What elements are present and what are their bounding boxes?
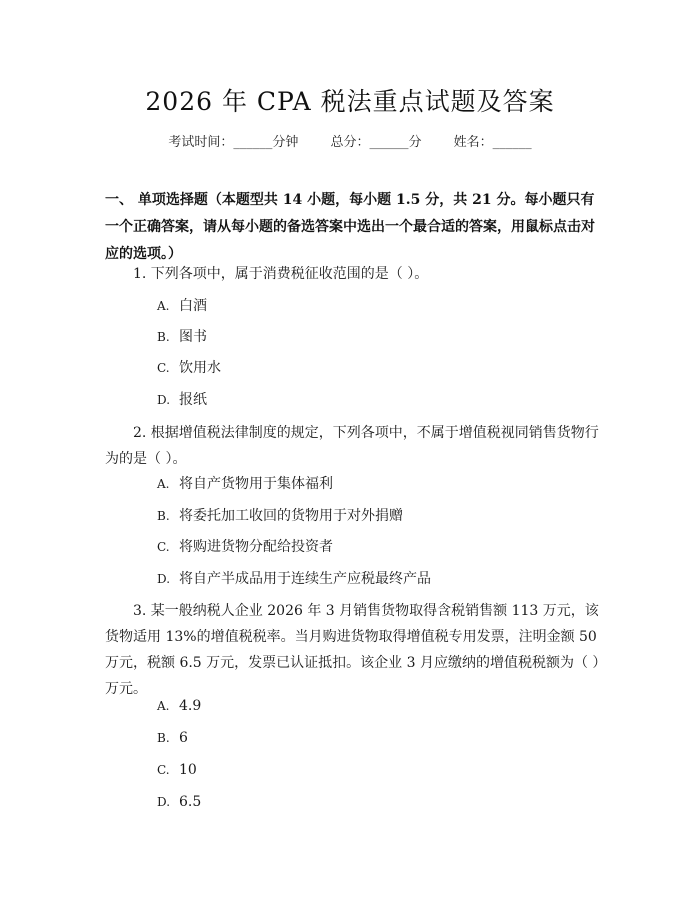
- question-2-option-c[interactable]: [157, 537, 333, 557]
- question-3-stem: 3. 某一般纳税人企业 2026 年 3 月销售货物取得含税销售额 113 万元，该货物适用 13%的增值税税率。当月购进货物取得增值税专用发票，注明金额 50 万元，税额 6.5 万元，发票已认证抵扣。该企业 3 月应缴纳的增值税税额为（ ）万元。: [105, 603, 600, 697]
- question-1-option-c[interactable]: [157, 358, 221, 378]
- exam-time-field: [168, 131, 298, 150]
- option-letter: C.: [157, 361, 170, 375]
- question-1-option-b[interactable]: [157, 327, 207, 347]
- question-3-option-c[interactable]: [157, 760, 197, 780]
- option-letter: A.: [157, 699, 170, 713]
- total-score-unit: 分: [408, 135, 422, 150]
- total-score-label: 总分：: [330, 135, 370, 150]
- page-title: 2026 年 CPA 税法重点试题及答案: [145, 87, 555, 116]
- option-letter: B.: [157, 330, 170, 344]
- question-1-stem: 1. 下列各项中，属于消费税征收范围的是（ ）。: [133, 266, 429, 282]
- option-text: 将购进货物分配给投资者: [179, 539, 333, 555]
- exam-time-blank[interactable]: ______: [233, 135, 273, 150]
- option-letter: A.: [157, 477, 170, 491]
- question-2-option-d[interactable]: [157, 569, 431, 589]
- question-1-option-d[interactable]: [157, 390, 207, 410]
- option-letter: B.: [157, 731, 170, 745]
- option-letter: D.: [157, 393, 171, 407]
- option-letter: A.: [157, 299, 170, 313]
- student-name-field: [454, 131, 532, 150]
- question-1-option-a[interactable]: [157, 296, 207, 316]
- question-3-option-d[interactable]: [157, 792, 201, 812]
- option-text: 报纸: [179, 392, 207, 408]
- question-2-option-a[interactable]: [157, 474, 333, 494]
- student-name-blank[interactable]: ______: [492, 135, 532, 150]
- exam-time-unit: 分钟: [272, 135, 299, 150]
- option-letter: D.: [157, 795, 171, 809]
- question-2-option-b[interactable]: [157, 506, 403, 526]
- question-3-option-a[interactable]: [157, 696, 201, 716]
- exam-time-label: 考试时间：: [168, 135, 234, 150]
- option-text: 10: [179, 762, 197, 778]
- total-score-blank[interactable]: ______: [369, 135, 409, 150]
- option-text: 饮用水: [179, 360, 221, 376]
- student-name-label: 姓名：: [453, 135, 493, 150]
- option-text: 图书: [179, 329, 207, 345]
- option-text: 白酒: [179, 298, 207, 314]
- option-text: 将自产半成品用于连续生产应税最终产品: [179, 571, 431, 587]
- section-heading: 一、 单项选择题（本题型共 14 小题，每小题 1.5 分，共 21 分。每小题只有一个正确答案，请从每小题的备选答案中选出一个最合适的答案，用鼠标点击对应的选项。）: [105, 192, 595, 262]
- question-3-option-b[interactable]: [157, 728, 188, 748]
- question-2-stem: 2. 根据增值税法律制度的规定，下列各项中，不属于增值税视同销售货物行为的是（ ）。: [105, 425, 599, 467]
- option-text: 6: [179, 730, 188, 746]
- option-letter: C.: [157, 540, 170, 554]
- option-letter: C.: [157, 763, 170, 777]
- option-text: 6.5: [179, 794, 202, 810]
- option-text: 4.9: [179, 698, 202, 714]
- exam-info-line: [0, 131, 700, 150]
- option-text: 将自产货物用于集体福利: [179, 476, 333, 492]
- option-letter: D.: [157, 572, 171, 586]
- option-letter: B.: [157, 509, 170, 523]
- total-score-field: [330, 131, 421, 150]
- option-text: 将委托加工收回的货物用于对外捐赠: [179, 508, 403, 524]
